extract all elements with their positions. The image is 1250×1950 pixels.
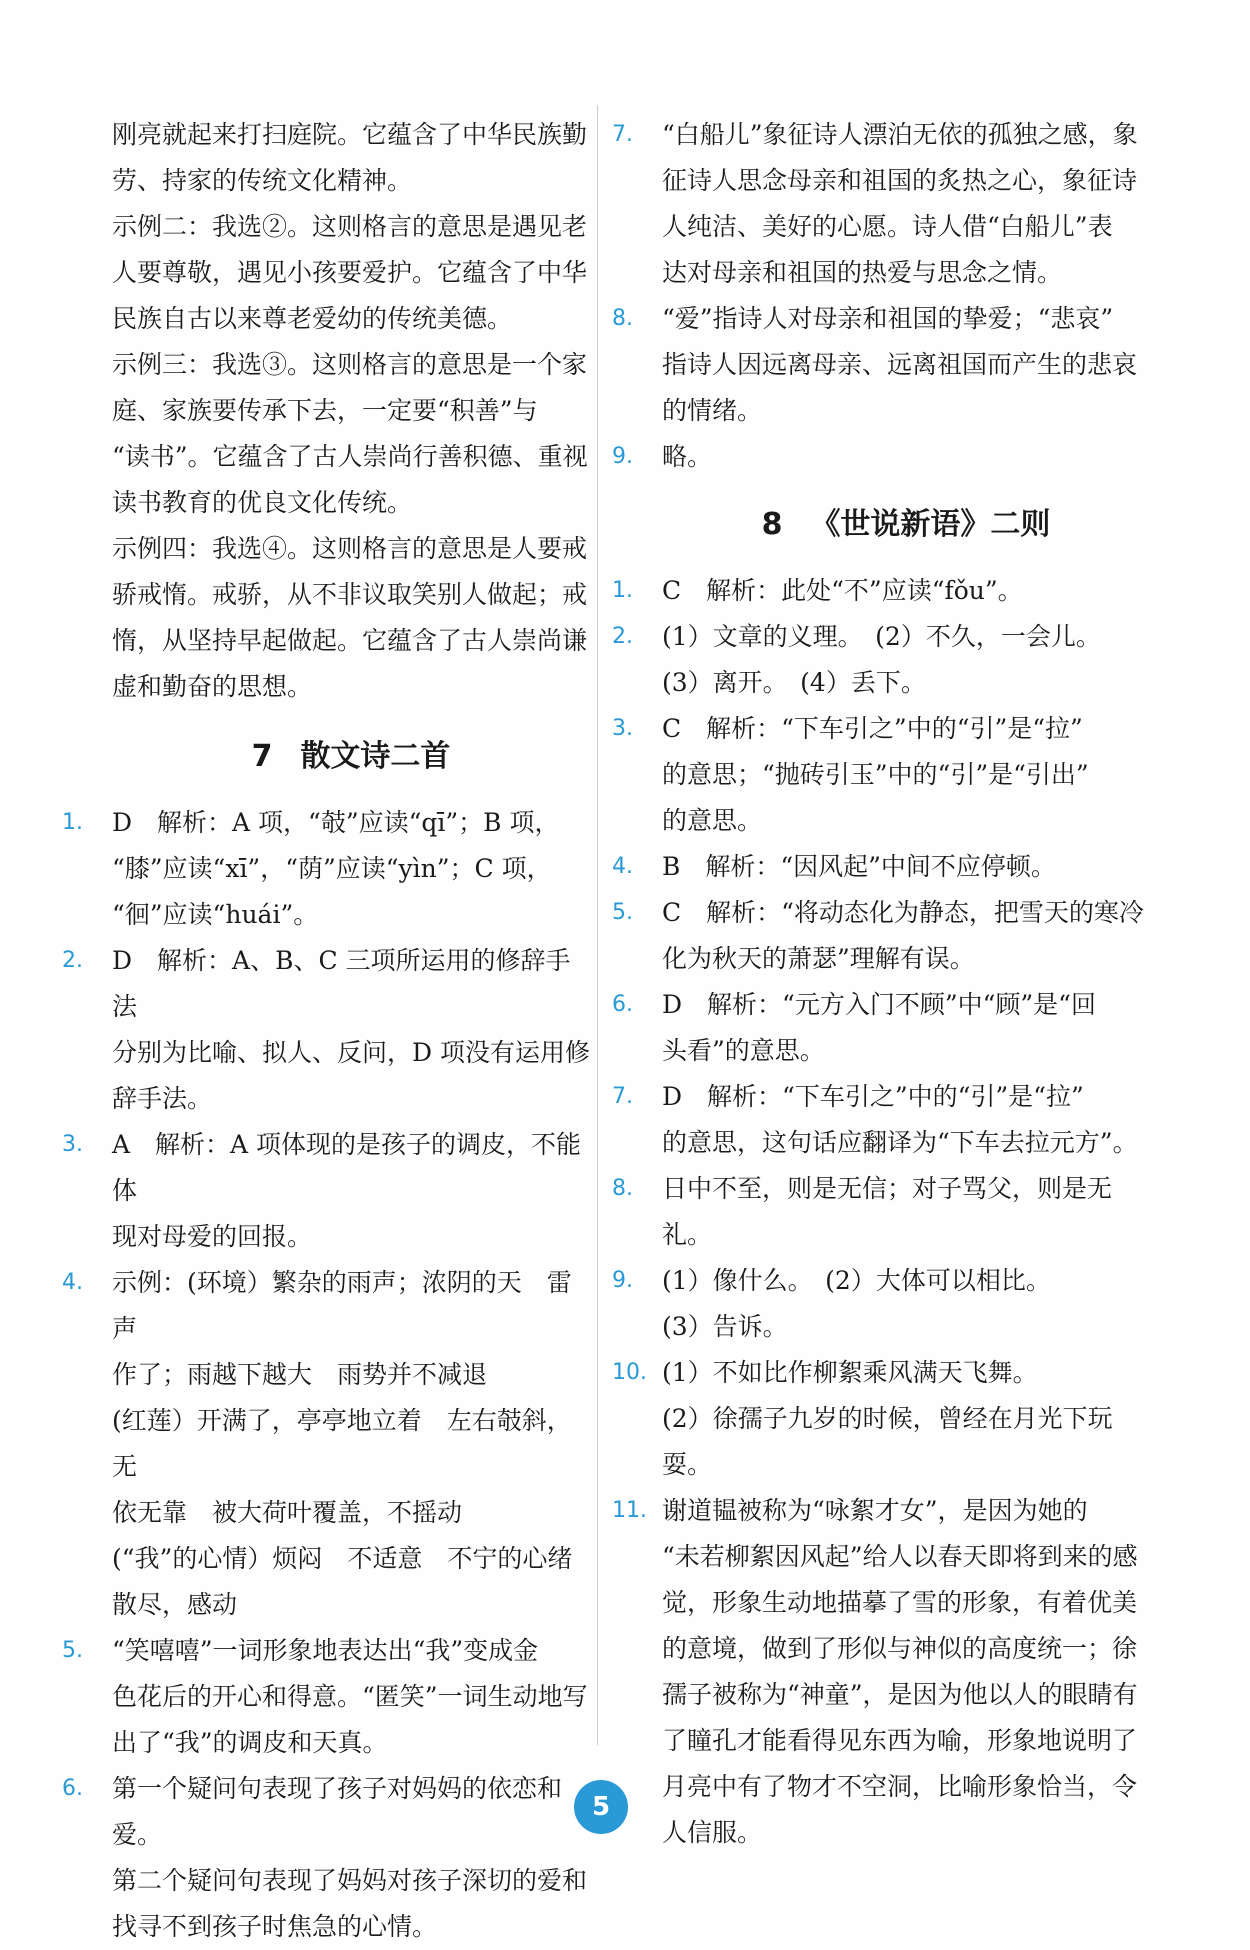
answer-item bbox=[610, 1488, 1150, 1856]
answer-line: 头看”的意思。 bbox=[662, 1036, 825, 1065]
answer-item bbox=[610, 614, 1150, 706]
answer-line: 孺子被称为“神童”，是因为他以人的眼睛有 bbox=[662, 1680, 1138, 1709]
text-line: 惰，从坚持早起做起。它蕴含了古人崇尚谦 bbox=[112, 626, 588, 655]
answer-line: 征诗人思念母亲和祖国的炙热之心，象征诗 bbox=[662, 166, 1138, 195]
answer-number: 2. bbox=[62, 948, 83, 973]
text-line: “读书”。它蕴含了古人崇尚行善积德、重视 bbox=[112, 442, 588, 471]
answer-line: D 解析：“元方入门不顾”中“顾”是“回 bbox=[662, 990, 1096, 1019]
answer-number: 7. bbox=[612, 122, 633, 147]
answer-line: 人纯洁、美好的心愿。诗人借“白船儿”表 bbox=[662, 212, 1113, 241]
answer-number: 9. bbox=[612, 1268, 633, 1293]
answer-line: A 解析：A 项体现的是孩子的调皮，不能体 bbox=[112, 1130, 582, 1205]
answer-number: 10. bbox=[612, 1360, 647, 1385]
answer-line: “徊”应读“huái”。 bbox=[112, 900, 319, 929]
answer-line: 日中不至，则是无信；对子骂父，则是无礼。 bbox=[662, 1174, 1113, 1249]
answer-item bbox=[610, 1350, 1150, 1488]
answer-line: (1）文章的义理。 (2）不久，一会儿。 bbox=[662, 622, 1101, 651]
answer-line: (3）告诉。 bbox=[662, 1312, 788, 1341]
answer-line: 的意思。 bbox=[662, 806, 763, 835]
answer-line: 略。 bbox=[662, 442, 713, 471]
text-line: 刚亮就起来打扫庭院。它蕴含了中华民族勤 bbox=[112, 120, 588, 149]
answer-number: 8. bbox=[612, 306, 633, 331]
answer-item bbox=[610, 112, 1150, 296]
answer-item bbox=[610, 1166, 1150, 1258]
answer-line: 的意境，做到了形似与神似的高度统一；徐 bbox=[662, 1634, 1138, 1663]
answer-line: “未若柳絮因风起”给人以春天即将到来的感 bbox=[662, 1542, 1138, 1571]
answer-line: (红莲）开满了，亭亭地立着 左右攲斜，无 bbox=[112, 1406, 572, 1481]
text-line: 劳、持家的传统文化精神。 bbox=[112, 166, 413, 195]
answer-line: 色花后的开心和得意。“匿笑”一词生动地写 bbox=[112, 1682, 588, 1711]
answer-number: 4. bbox=[612, 854, 633, 879]
answer-line: (3）离开。 (4）丢下。 bbox=[662, 668, 926, 697]
answer-line: 散尽，感动 bbox=[112, 1590, 238, 1619]
section-heading-7 bbox=[60, 732, 590, 782]
answer-line: 的意思，这句话应翻译为“下车去拉元方”。 bbox=[662, 1128, 1138, 1157]
answer-list-left bbox=[60, 800, 590, 1950]
answer-item bbox=[60, 1260, 590, 1628]
text-line: 示例二：我选②。这则格言的意思是遇见老 bbox=[112, 212, 588, 241]
answer-line: 现对母爱的回报。 bbox=[112, 1222, 313, 1251]
text-line: 示例四：我选④。这则格言的意思是人要戒 bbox=[112, 534, 588, 563]
answer-number: 9. bbox=[612, 444, 633, 469]
answer-line: C 解析：“下车引之”中的“引”是“拉” bbox=[662, 714, 1083, 743]
answer-item bbox=[610, 434, 1150, 480]
section-number: 8 bbox=[761, 507, 783, 542]
left-column bbox=[60, 112, 590, 1950]
answer-number: 4. bbox=[62, 1270, 83, 1295]
text-line: 骄戒惰。戒骄，从不非议取笑别人做起；戒 bbox=[112, 580, 588, 609]
answer-line: 人信服。 bbox=[662, 1818, 763, 1847]
answer-number: 5. bbox=[612, 900, 633, 925]
answer-list-right-a bbox=[610, 112, 1150, 480]
answer-line: 辞手法。 bbox=[112, 1084, 213, 1113]
answer-line: 的意思；“抛砖引玉”中的“引”是“引出” bbox=[662, 760, 1089, 789]
answer-line: “爱”指诗人对母亲和祖国的挚爱；“悲哀” bbox=[662, 304, 1114, 333]
answer-line: 出了“我”的调皮和天真。 bbox=[112, 1728, 388, 1757]
answer-item bbox=[610, 1258, 1150, 1350]
answer-line: 第一个疑问句表现了孩子对妈妈的依恋和爱。 bbox=[112, 1774, 563, 1849]
answer-item bbox=[610, 296, 1150, 434]
column-divider bbox=[597, 105, 598, 1745]
answer-line: 第二个疑问句表现了妈妈对孩子深切的爱和 bbox=[112, 1866, 588, 1895]
answer-line: D 解析：A、B、C 三项所运用的修辞手法 bbox=[112, 946, 571, 1021]
intro-block bbox=[60, 112, 590, 710]
answer-line: 分别为比喻、拟人、反问，D 项没有运用修 bbox=[112, 1038, 590, 1067]
section-number: 7 bbox=[251, 739, 273, 774]
answer-line: 了瞳孔才能看得见东西为喻，形象地说明了 bbox=[662, 1726, 1138, 1755]
text-line: 人要尊敬，遇见小孩要爱护。它蕴含了中华 bbox=[112, 258, 588, 287]
page-number-badge: 5 bbox=[574, 1780, 628, 1834]
text-line: 民族自古以来尊老爱幼的传统美德。 bbox=[112, 304, 513, 333]
answer-list-right-b bbox=[610, 568, 1150, 1856]
answer-number: 8. bbox=[612, 1176, 633, 1201]
section-title: 散文诗二首 bbox=[300, 739, 451, 774]
answer-line: (1）像什么。 (2）大体可以相比。 bbox=[662, 1266, 1051, 1295]
answer-line: “笑嘻嘻”一词形象地表达出“我”变成金 bbox=[112, 1636, 539, 1665]
answer-item bbox=[60, 1766, 590, 1950]
text-line: 虚和勤奋的思想。 bbox=[112, 672, 313, 701]
answer-item bbox=[60, 1628, 590, 1766]
answer-line: 找寻不到孩子时焦急的心情。 bbox=[112, 1912, 438, 1941]
answer-line: 的情绪。 bbox=[662, 396, 763, 425]
answer-item bbox=[610, 706, 1150, 844]
answer-line: (1）不如比作柳絮乘风满天飞舞。 bbox=[662, 1358, 1038, 1387]
answer-line: C 解析：“将动态化为静态，把雪天的寒冷 bbox=[662, 898, 1144, 927]
answer-number: 3. bbox=[62, 1132, 83, 1157]
answer-line: 觉，形象生动地描摹了雪的形象，有着优美 bbox=[662, 1588, 1138, 1617]
answer-item bbox=[610, 1074, 1150, 1166]
answer-line: 达对母亲和祖国的热爱与思念之情。 bbox=[662, 258, 1063, 287]
text-line: 庭、家族要传承下去，一定要“积善”与 bbox=[112, 396, 538, 425]
answer-item bbox=[610, 890, 1150, 982]
answer-line: 作了；雨越下越大 雨势并不减退 bbox=[112, 1360, 488, 1389]
answer-line: “白船儿”象征诗人漂泊无依的孤独之感，象 bbox=[662, 120, 1138, 149]
answer-line: 示例：(环境）繁杂的雨声；浓阴的天 雷声 bbox=[112, 1268, 572, 1343]
answer-item bbox=[610, 568, 1150, 614]
answer-number: 6. bbox=[612, 992, 633, 1017]
right-column bbox=[610, 112, 1150, 1856]
answer-line: C 解析：此处“不”应读“fǒu”。 bbox=[662, 576, 1023, 605]
answer-line: D 解析：“下车引之”中的“引”是“拉” bbox=[662, 1082, 1084, 1111]
answer-line: “膝”应读“xī”，“荫”应读“yìn”；C 项， bbox=[112, 854, 552, 883]
answer-number: 3. bbox=[612, 716, 633, 741]
answer-line: 指诗人因远离母亲、远离祖国而产生的悲哀 bbox=[662, 350, 1138, 379]
section-title: 《世说新语》二则 bbox=[810, 507, 1051, 542]
answer-line: B 解析：“因风起”中间不应停顿。 bbox=[662, 852, 1056, 881]
answer-line: 依无靠 被大荷叶覆盖，不摇动 bbox=[112, 1498, 463, 1527]
text-line: 读书教育的优良文化传统。 bbox=[112, 488, 413, 517]
answer-line: (“我”的心情）烦闷 不适意 不宁的心绪 bbox=[112, 1544, 573, 1573]
answer-line: D 解析：A 项，“攲”应读“qī”；B 项， bbox=[112, 808, 560, 837]
answer-item bbox=[610, 844, 1150, 890]
answer-number: 7. bbox=[612, 1084, 633, 1109]
answer-item bbox=[610, 982, 1150, 1074]
answer-line: 化为秋天的萧瑟”理解有误。 bbox=[662, 944, 975, 973]
answer-line: 谢道韫被称为“咏絮才女”，是因为她的 bbox=[662, 1496, 1088, 1525]
answer-number: 6. bbox=[62, 1776, 83, 1801]
answer-number: 2. bbox=[612, 624, 633, 649]
text-line: 示例三：我选③。这则格言的意思是一个家 bbox=[112, 350, 588, 379]
answer-number: 5. bbox=[62, 1638, 83, 1663]
answer-number: 1. bbox=[612, 578, 633, 603]
section-heading-8 bbox=[610, 500, 1150, 550]
answer-line: (2）徐孺子九岁的时候，曾经在月光下玩耍。 bbox=[662, 1404, 1113, 1479]
answer-item bbox=[60, 800, 590, 938]
answer-line: 月亮中有了物才不空洞，比喻形象恰当，令 bbox=[662, 1772, 1138, 1801]
answer-number: 1. bbox=[62, 810, 83, 835]
answer-item bbox=[60, 1122, 590, 1260]
answer-number: 11. bbox=[612, 1498, 647, 1523]
answer-item bbox=[60, 938, 590, 1122]
